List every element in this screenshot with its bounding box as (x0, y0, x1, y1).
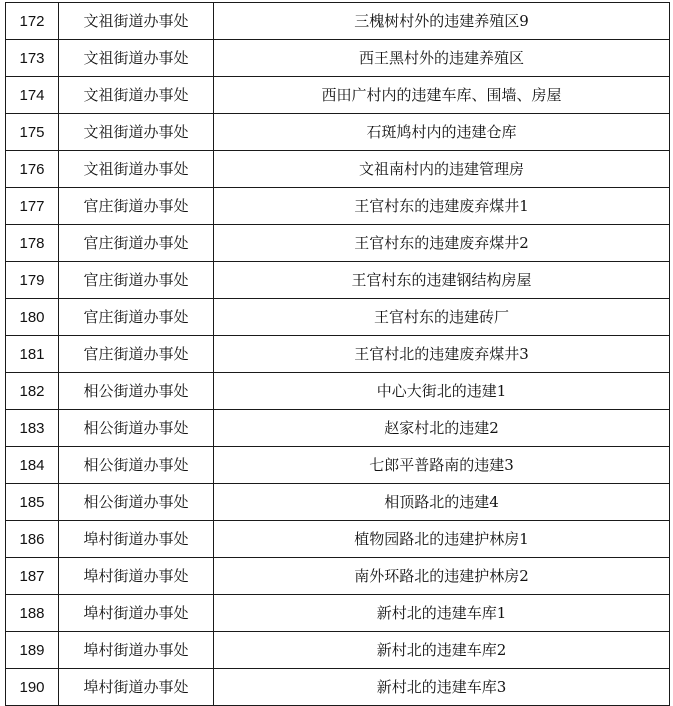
office-cell: 文祖街道办事处 (59, 151, 214, 188)
table-row (6, 484, 670, 521)
table-row (6, 336, 670, 373)
table-row (6, 521, 670, 558)
row-number-cell: 186 (6, 521, 59, 558)
table-row (6, 447, 670, 484)
location-cell: 王官村东的违建钢结构房屋 (214, 262, 670, 299)
office-cell: 埠村街道办事处 (59, 632, 214, 669)
table-row (6, 3, 670, 40)
row-number-cell: 184 (6, 447, 59, 484)
location-cell: 王官村东的违建砖厂 (214, 299, 670, 336)
office-cell: 官庄街道办事处 (59, 336, 214, 373)
row-number-cell: 180 (6, 299, 59, 336)
office-cell: 埠村街道办事处 (59, 558, 214, 595)
table-row (6, 632, 670, 669)
table-row (6, 151, 670, 188)
row-number-cell: 190 (6, 669, 59, 706)
office-cell: 官庄街道办事处 (59, 188, 214, 225)
row-number-cell: 189 (6, 632, 59, 669)
table-row (6, 299, 670, 336)
office-cell: 埠村街道办事处 (59, 595, 214, 632)
table-body (6, 3, 670, 706)
table-row (6, 77, 670, 114)
row-number-cell: 172 (6, 3, 59, 40)
row-number-cell: 185 (6, 484, 59, 521)
row-number-cell: 173 (6, 40, 59, 77)
location-cell: 七郎平普路南的违建3 (214, 447, 670, 484)
location-cell: 新村北的违建车库3 (214, 669, 670, 706)
location-cell: 文祖南村内的违建管理房 (214, 151, 670, 188)
office-cell: 相公街道办事处 (59, 484, 214, 521)
row-number-cell: 187 (6, 558, 59, 595)
location-cell: 三槐树村外的违建养殖区9 (214, 3, 670, 40)
table-row (6, 225, 670, 262)
office-cell: 埠村街道办事处 (59, 669, 214, 706)
row-number-cell: 175 (6, 114, 59, 151)
office-cell: 相公街道办事处 (59, 373, 214, 410)
row-number-cell: 177 (6, 188, 59, 225)
office-cell: 相公街道办事处 (59, 410, 214, 447)
office-cell: 相公街道办事处 (59, 447, 214, 484)
location-cell: 西田广村内的违建车库、围墙、房屋 (214, 77, 670, 114)
location-cell: 西王黑村外的违建养殖区 (214, 40, 670, 77)
location-cell: 新村北的违建车库1 (214, 595, 670, 632)
location-cell: 植物园路北的违建护林房1 (214, 521, 670, 558)
office-cell: 官庄街道办事处 (59, 299, 214, 336)
office-cell: 文祖街道办事处 (59, 40, 214, 77)
row-number-cell: 181 (6, 336, 59, 373)
table-row (6, 262, 670, 299)
office-cell: 文祖街道办事处 (59, 77, 214, 114)
location-cell: 石斑鸠村内的违建仓库 (214, 114, 670, 151)
table-row (6, 114, 670, 151)
row-number-cell: 182 (6, 373, 59, 410)
row-number-cell: 178 (6, 225, 59, 262)
row-number-cell: 174 (6, 77, 59, 114)
location-cell: 王官村东的违建废弃煤井1 (214, 188, 670, 225)
table-row (6, 669, 670, 706)
location-cell: 赵家村北的违建2 (214, 410, 670, 447)
row-number-cell: 176 (6, 151, 59, 188)
location-cell: 南外环路北的违建护林房2 (214, 558, 670, 595)
row-number-cell: 183 (6, 410, 59, 447)
office-cell: 埠村街道办事处 (59, 521, 214, 558)
location-cell: 新村北的违建车库2 (214, 632, 670, 669)
office-cell: 官庄街道办事处 (59, 225, 214, 262)
table-row (6, 410, 670, 447)
table-row (6, 40, 670, 77)
table-row (6, 558, 670, 595)
row-number-cell: 188 (6, 595, 59, 632)
table-row (6, 595, 670, 632)
location-cell: 中心大街北的违建1 (214, 373, 670, 410)
location-cell: 相顶路北的违建4 (214, 484, 670, 521)
row-number-cell: 179 (6, 262, 59, 299)
office-cell: 官庄街道办事处 (59, 262, 214, 299)
office-cell: 文祖街道办事处 (59, 114, 214, 151)
table-row (6, 373, 670, 410)
violation-table (5, 2, 670, 706)
location-cell: 王官村北的违建废弃煤井3 (214, 336, 670, 373)
table-row (6, 188, 670, 225)
location-cell: 王官村东的违建废弃煤井2 (214, 225, 670, 262)
office-cell: 文祖街道办事处 (59, 3, 214, 40)
